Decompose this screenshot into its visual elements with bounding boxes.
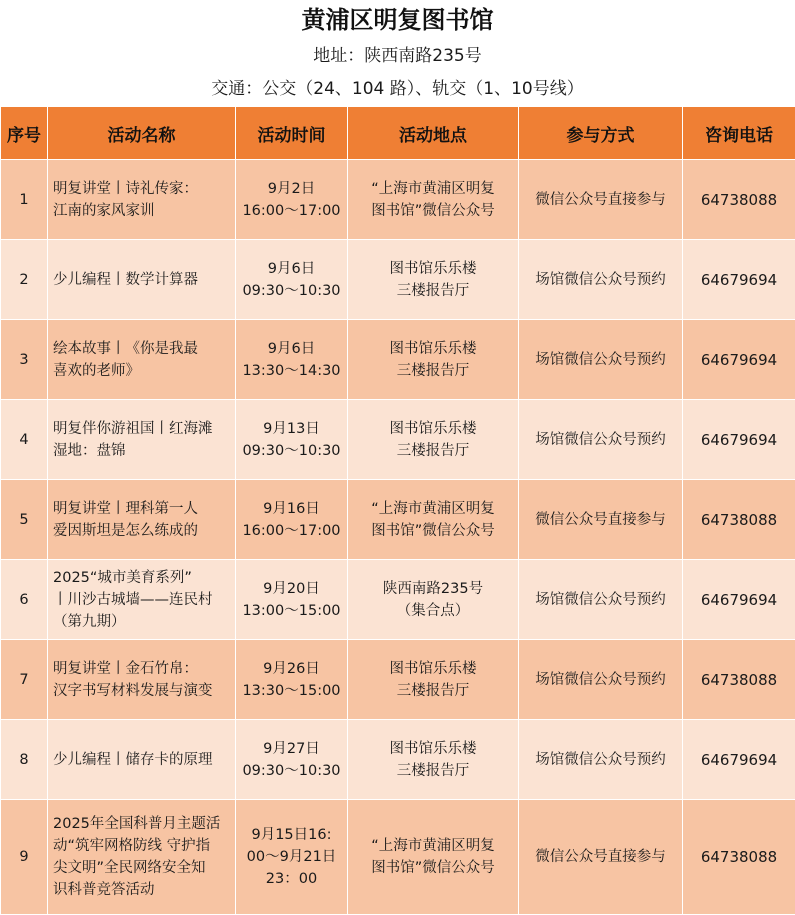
cell-activity-place [348, 320, 519, 400]
cell-activity-place-line: “上海市黄浦区明复 [352, 498, 514, 520]
cell-activity-time-line: 09:30～10:30 [240, 760, 343, 782]
column-header-time: 活动时间 [236, 107, 348, 160]
cell-no: 3 [1, 320, 48, 400]
cell-activity-time-line: 13:30～15:00 [240, 680, 343, 702]
cell-activity-place [348, 560, 519, 640]
cell-activity-place-line: （集合点） [352, 600, 514, 622]
cell-phone: 64679694 [683, 720, 795, 800]
cell-activity-place [348, 480, 519, 560]
cell-participation-method: 场馆微信公众号预约 [519, 720, 683, 800]
cell-phone: 64738088 [683, 800, 795, 915]
table-header-row [1, 107, 795, 160]
cell-activity-place-line: 三楼报告厅 [352, 760, 514, 782]
cell-phone: 64738088 [683, 160, 795, 240]
activity-table [0, 106, 795, 915]
cell-activity-name-line: 绘本故事丨《你是我最 [53, 338, 232, 360]
cell-activity-name-line: 2025年全国科普月主题活 [53, 813, 232, 835]
cell-no: 2 [1, 240, 48, 320]
column-header-no: 序号 [1, 107, 48, 160]
cell-activity-name [48, 400, 236, 480]
transit-line: 交通：公交（24、104 路）、轨交（1、10号线） [0, 73, 795, 106]
cell-phone: 64679694 [683, 560, 795, 640]
cell-activity-time-line: 9月13日 [240, 418, 343, 440]
cell-activity-place-line: “上海市黄浦区明复 [352, 835, 514, 857]
cell-activity-name-line: 少儿编程丨数学计算器 [53, 269, 232, 291]
cell-phone: 64679694 [683, 240, 795, 320]
cell-activity-name [48, 640, 236, 720]
cell-phone: 64738088 [683, 480, 795, 560]
cell-activity-time-line: 00～9月21日 [240, 846, 343, 868]
cell-activity-time-line: 9月27日 [240, 738, 343, 760]
cell-participation-method: 场馆微信公众号预约 [519, 320, 683, 400]
cell-activity-place [348, 640, 519, 720]
cell-activity-time-line: 9月6日 [240, 258, 343, 280]
cell-activity-name-line: （第九期） [53, 611, 232, 633]
cell-activity-time [236, 480, 348, 560]
cell-activity-name-line: 湿地：盘锦 [53, 440, 232, 462]
cell-activity-place-line: 三楼报告厅 [352, 280, 514, 302]
cell-activity-time-line: 9月20日 [240, 578, 343, 600]
cell-activity-name [48, 480, 236, 560]
cell-activity-place-line: 三楼报告厅 [352, 360, 514, 382]
address-line: 地址：陕西南路235号 [0, 40, 795, 73]
table-row [1, 560, 795, 640]
table-row [1, 400, 795, 480]
cell-phone: 64679694 [683, 400, 795, 480]
cell-activity-time [236, 320, 348, 400]
cell-activity-place [348, 800, 519, 915]
column-header-method: 参与方式 [519, 107, 683, 160]
cell-activity-place-line: 图书馆”微信公众号 [352, 200, 514, 222]
cell-activity-place-line: “上海市黄浦区明复 [352, 178, 514, 200]
cell-activity-name-line: 明复讲堂丨诗礼传家： [53, 178, 232, 200]
cell-activity-time [236, 240, 348, 320]
table-row [1, 240, 795, 320]
cell-activity-place-line: 图书馆乐乐楼 [352, 418, 514, 440]
cell-activity-place-line: 三楼报告厅 [352, 440, 514, 462]
cell-activity-time-line: 9月6日 [240, 338, 343, 360]
cell-no: 1 [1, 160, 48, 240]
table-row [1, 160, 795, 240]
cell-participation-method: 场馆微信公众号预约 [519, 640, 683, 720]
column-header-place: 活动地点 [348, 107, 519, 160]
cell-activity-time-line: 23：00 [240, 868, 343, 890]
cell-activity-name-line: 识科普竞答活动 [53, 879, 232, 901]
cell-participation-method: 场馆微信公众号预约 [519, 560, 683, 640]
cell-activity-time-line: 16:00～17:00 [240, 520, 343, 542]
cell-activity-name-line: 汉字书写材料发展与演变 [53, 680, 232, 702]
cell-activity-place [348, 240, 519, 320]
cell-activity-name-line: 2025“城市美育系列” [53, 567, 232, 589]
cell-activity-time-line: 13:30～14:30 [240, 360, 343, 382]
cell-activity-name [48, 720, 236, 800]
column-header-name: 活动名称 [48, 107, 236, 160]
cell-participation-method: 微信公众号直接参与 [519, 800, 683, 915]
cell-activity-time-line: 16:00～17:00 [240, 200, 343, 222]
cell-participation-method: 场馆微信公众号预约 [519, 400, 683, 480]
cell-participation-method: 微信公众号直接参与 [519, 160, 683, 240]
cell-activity-place-line: 图书馆乐乐楼 [352, 658, 514, 680]
cell-activity-time-line: 13:00～15:00 [240, 600, 343, 622]
table-row [1, 320, 795, 400]
cell-no: 5 [1, 480, 48, 560]
table-row [1, 800, 795, 915]
cell-activity-place-line: 图书馆乐乐楼 [352, 258, 514, 280]
cell-activity-name [48, 560, 236, 640]
cell-activity-name-line: 明复讲堂丨理科第一人 [53, 498, 232, 520]
column-header-phone: 咨询电话 [683, 107, 795, 160]
cell-activity-place [348, 160, 519, 240]
cell-activity-name [48, 800, 236, 915]
cell-activity-name-line: 动“筑牢网格防线 守护指 [53, 835, 232, 857]
cell-activity-time [236, 160, 348, 240]
cell-no: 9 [1, 800, 48, 915]
cell-participation-method: 场馆微信公众号预约 [519, 240, 683, 320]
cell-activity-name [48, 160, 236, 240]
cell-activity-time [236, 720, 348, 800]
cell-activity-place [348, 400, 519, 480]
cell-activity-time [236, 560, 348, 640]
cell-activity-place-line: 图书馆乐乐楼 [352, 738, 514, 760]
cell-activity-time [236, 640, 348, 720]
cell-activity-name-line: 少儿编程丨储存卡的原理 [53, 749, 232, 771]
table-row [1, 480, 795, 560]
cell-activity-name-line: 江南的家风家训 [53, 200, 232, 222]
cell-activity-place-line: 图书馆”微信公众号 [352, 857, 514, 879]
cell-activity-time-line: 9月16日 [240, 498, 343, 520]
cell-activity-place-line: 图书馆乐乐楼 [352, 338, 514, 360]
cell-no: 4 [1, 400, 48, 480]
cell-participation-method: 微信公众号直接参与 [519, 480, 683, 560]
cell-activity-place-line: 陕西南路235号 [352, 578, 514, 600]
table-row [1, 640, 795, 720]
cell-phone: 64738088 [683, 640, 795, 720]
cell-activity-place [348, 720, 519, 800]
cell-no: 8 [1, 720, 48, 800]
cell-activity-time-line: 09:30～10:30 [240, 280, 343, 302]
table-body [1, 160, 795, 915]
cell-activity-name-line: 尖文明”全民网络安全知 [53, 857, 232, 879]
cell-activity-name [48, 320, 236, 400]
cell-activity-name-line: 喜欢的老师》 [53, 360, 232, 382]
cell-activity-place-line: 图书馆”微信公众号 [352, 520, 514, 542]
cell-activity-name-line: 爱因斯坦是怎么练成的 [53, 520, 232, 542]
cell-activity-name-line: 明复讲堂丨金石竹帛： [53, 658, 232, 680]
cell-activity-name-line: 丨川沙古城墙——连民村 [53, 589, 232, 611]
cell-activity-time-line: 9月2日 [240, 178, 343, 200]
cell-activity-time [236, 400, 348, 480]
cell-activity-time-line: 9月15日16: [240, 824, 343, 846]
page-title: 黄浦区明复图书馆 [0, 0, 795, 40]
cell-activity-name-line: 明复伴你游祖国丨红海滩 [53, 418, 232, 440]
cell-phone: 64679694 [683, 320, 795, 400]
cell-activity-place-line: 三楼报告厅 [352, 680, 514, 702]
cell-no: 7 [1, 640, 48, 720]
cell-no: 6 [1, 560, 48, 640]
cell-activity-time-line: 9月26日 [240, 658, 343, 680]
cell-activity-time [236, 800, 348, 915]
cell-activity-time-line: 09:30～10:30 [240, 440, 343, 462]
cell-activity-name [48, 240, 236, 320]
table-row [1, 720, 795, 800]
